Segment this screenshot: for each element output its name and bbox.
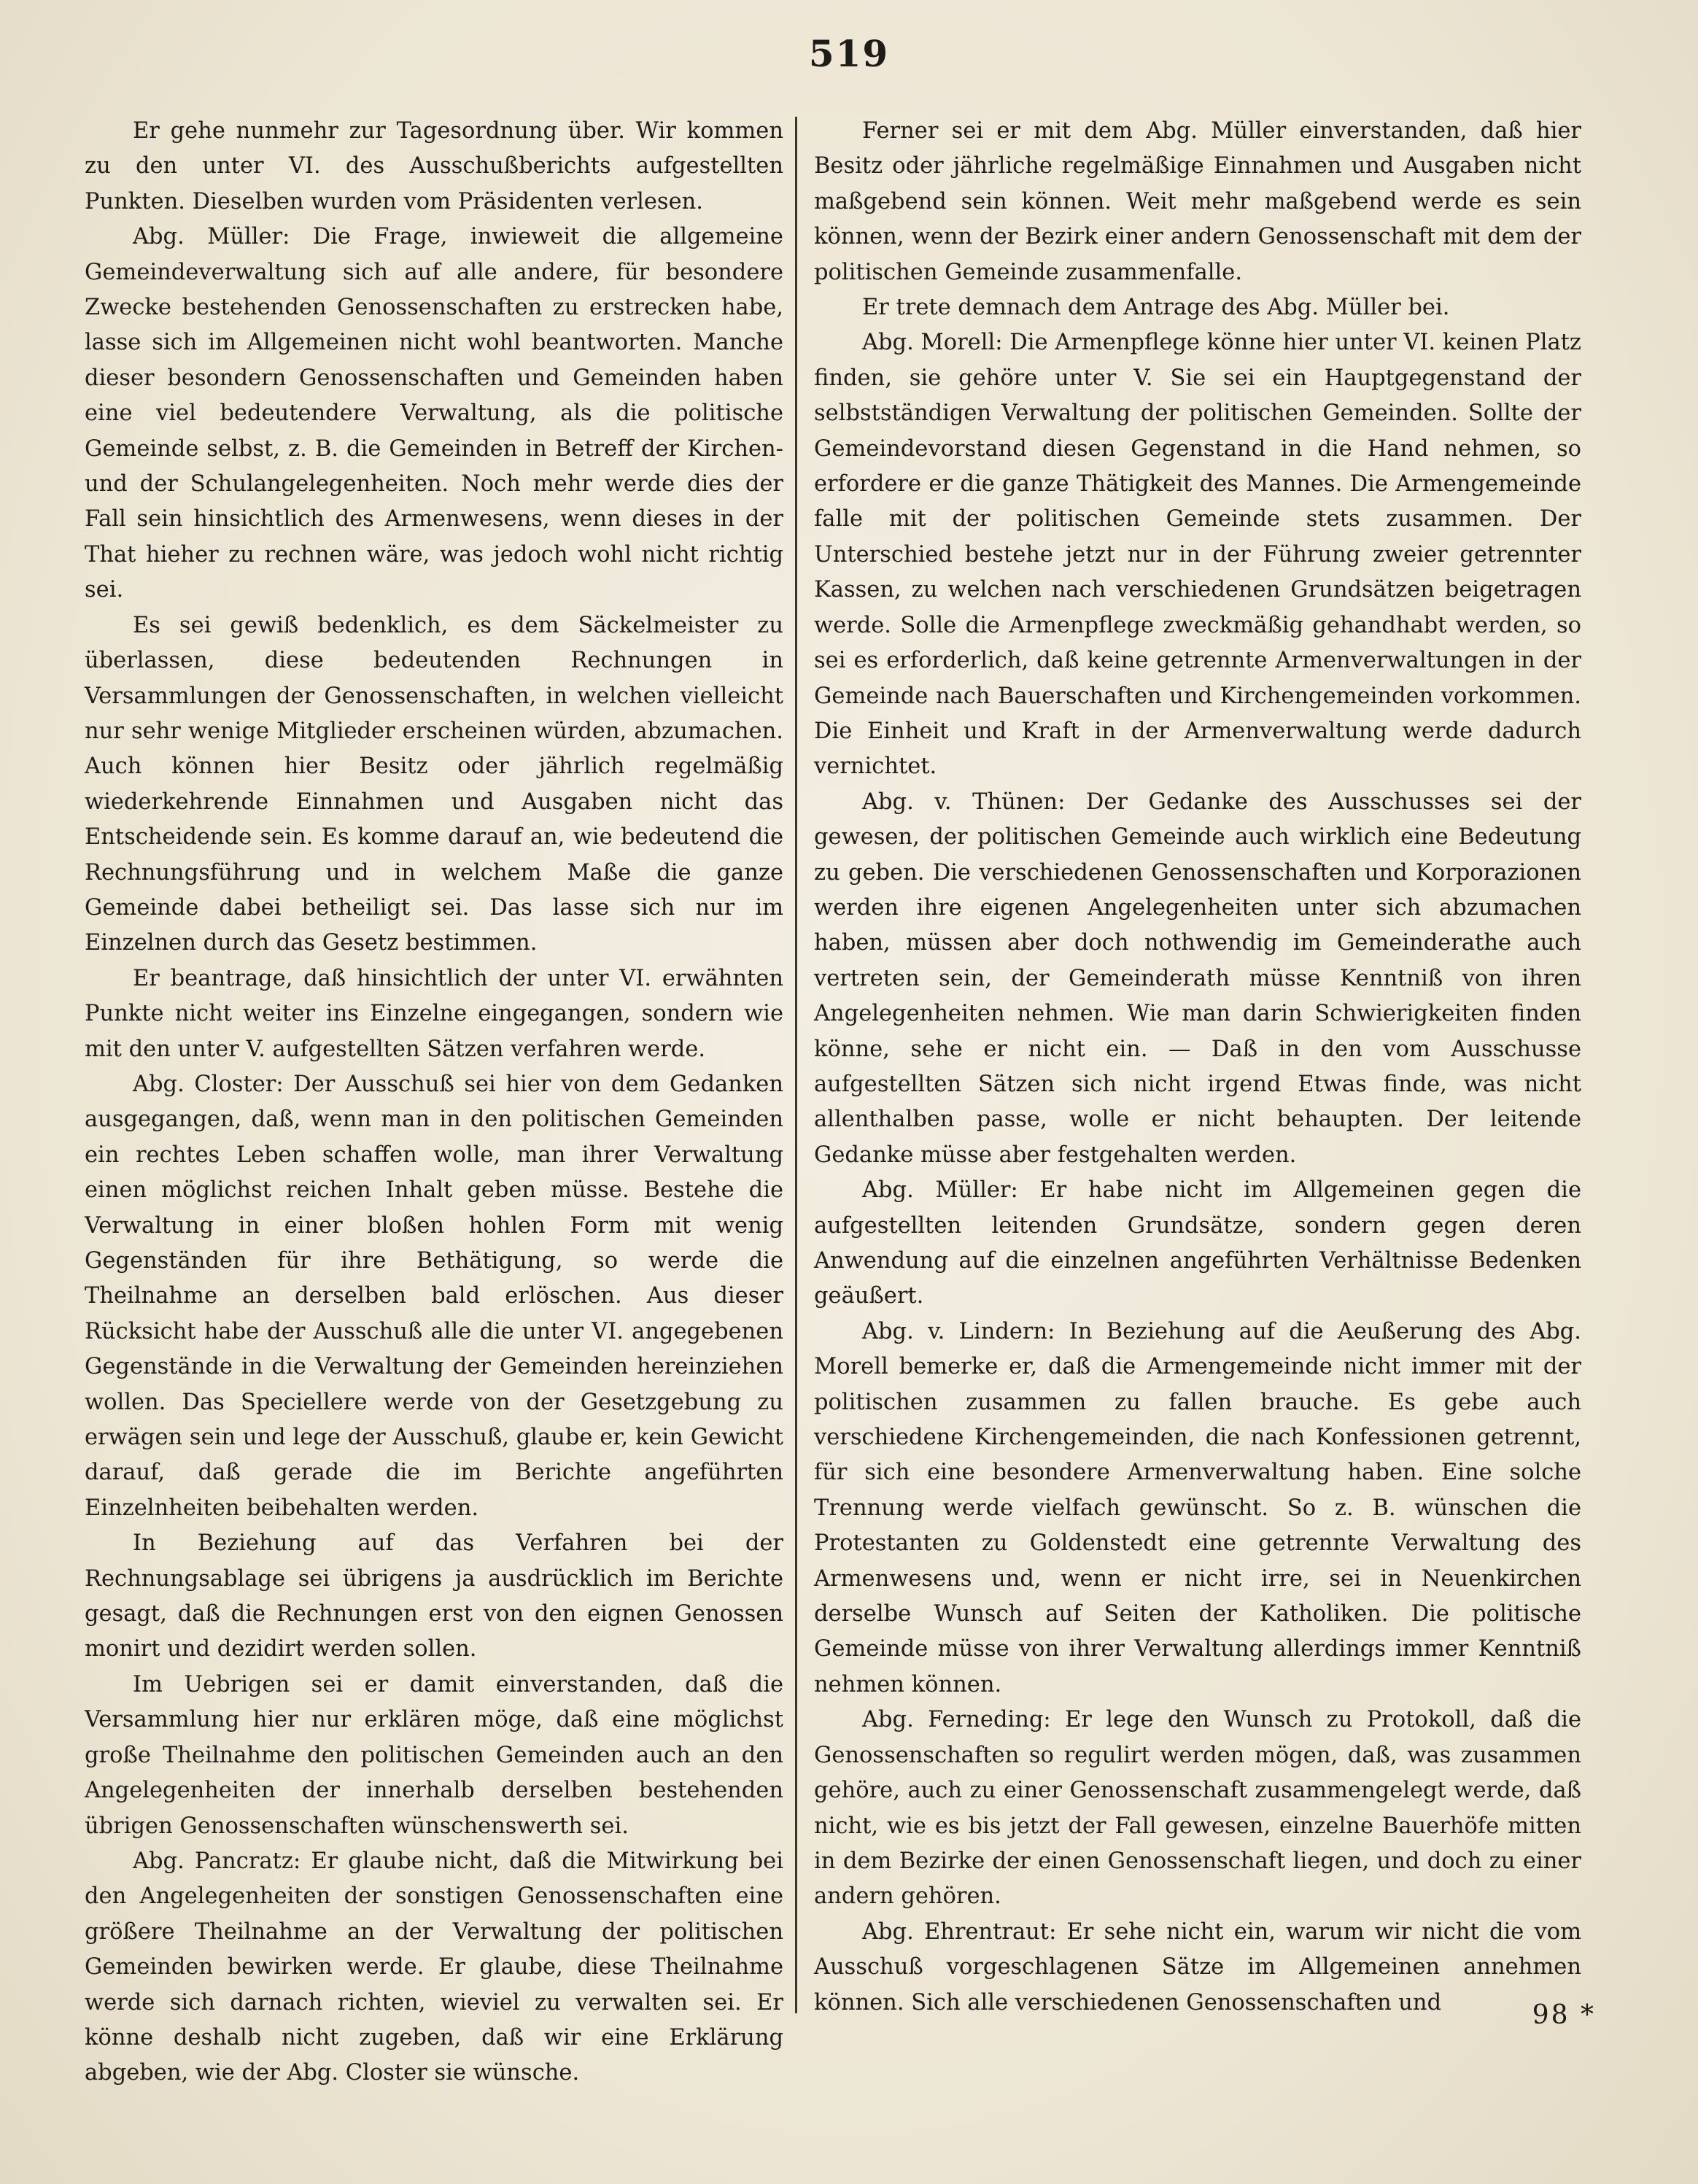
- paragraph: Es sei gewiß bedenklich, es dem Säckelmeister zu überlassen, diese bedeutenden Rechnungen in Versammlungen der Genossenschaften, in welchen vielleicht nur sehr wenige Mitglieder erscheinen würden, abzumachen. Auch können hier Besitz oder jährlich regelmäßig wiederkehrende Einnahmen und Ausgaben nicht das Entscheidende sein. Es komme darauf an, wie bedeutend die Rechnungsführung und in welchem Maße die ganze Gemeinde dabei betheiligt sei. Das lasse sich nur im Einzelnen durch das Gesetz bestimmen.: [85, 612, 783, 956]
- signature-mark: 98 *: [1532, 2000, 1596, 2030]
- paragraph: Er beantrage, daß hinsichtlich der unter VI. erwähnten Punkte nicht weiter ins Einzelne eingegangen, sondern wie mit den unter V. aufgestellten Sätzen verfahren werde.: [85, 965, 783, 1062]
- paragraph: Abg. v. Lindern: In Beziehung auf die Aeußerung des Abg. Morell bemerke er, daß die Armengemeinde nicht immer mit der politischen zusammen zu fallen brauche. Es gebe auch verschiedene Kirchengemeinden, die nach Konfessionen getrennt, für sich eine besondere Armenverwaltung haben. Eine solche Trennung werde vielfach gewünscht. So z. B. wünschen die Protestanten zu Goldenstedt eine getrennte Verwaltung des Armenwesens und, wenn er nicht irre, sei in Neuenkirchen derselbe Wunsch auf Seiten der Katholiken. Die politische Gemeinde müsse von ihrer Verwaltung allerdings immer Kenntniß nehmen können.: [814, 1318, 1581, 1697]
- paragraph: Er gehe nunmehr zur Tagesordnung über. Wir kommen zu den unter VI. des Ausschußberichts aufgestellten Punkten. Dieselben wurden vom Präsidenten verlesen.: [85, 118, 783, 214]
- paragraph: Abg. Pancratz: Er glaube nicht, daß die Mitwirkung bei den Angelegenheiten der sonstigen Genossenschaften eine größere Theilnahme an der Verwaltung der politischen Gemeinden bewirken werde. Er glaube, diese Theilnahme werde sich darnach richten, wieviel zu verwalten sei. Er könne deshalb nicht zugeben, daß wir eine Erklärung abgeben, wie der Abg. Closter sie wünsche.: [85, 1848, 783, 2086]
- paragraph: Abg. Morell: Die Armenpflege könne hier unter VI. keinen Platz finden, sie gehöre unter V. Sie sei ein Hauptgegenstand der selbstständigen Verwaltung der politischen Gemeinden. Sollte der Gemeindevorstand diesen Gegenstand in die Hand nehmen, so erfordere er die ganze Thätigkeit des Mannes. Die Armengemeinde falle mit der politischen Gemeinde stets zusammen. Der Unterschied bestehe jetzt nur in der Führung zweier getrennter Kassen, zu welchen nach verschiedenen Grundsätzen beigetragen werde. Solle die Armenpflege zweckmäßig gehandhabt werden, so sei es erforderlich, daß keine getrennte Armenverwaltungen in der Gemeinde nach Bauerschaften und Kirchengemeinden vorkommen. Die Einheit und Kraft in der Armenverwaltung werde dadurch vernichtet.: [814, 330, 1581, 780]
- column-divider: [795, 117, 797, 2013]
- left-column: [85, 114, 783, 2091]
- page-number: 519: [808, 32, 890, 75]
- paragraph: Er trete demnach dem Antrage des Abg. Müller bei.: [862, 295, 1450, 321]
- right-column: [814, 114, 1581, 2021]
- paragraph: Abg. Closter: Der Ausschuß sei hier von dem Gedanken ausgegangen, daß, wenn man in den politischen Gemeinden ein rechtes Leben schaffen wolle, man ihrer Verwaltung einen möglichst reichen Inhalt geben müsse. Bestehe die Verwaltung in einer bloßen hohlen Form mit wenig Gegenständen für ihre Bethätigung, so werde die Theilnahme an derselben bald erlöschen. Aus dieser Rücksicht habe der Ausschuß alle die unter VI. angegebenen Gegenstände in die Verwaltung der Gemeinden hereinziehen wollen. Das Speciellere werde von der Gesetzgebung zu erwägen sein und lege der Ausschuß, glaube er, kein Gewicht darauf, daß gerade die im Berichte angeführten Einzelnheiten beibehalten werden.: [85, 1071, 783, 1521]
- paragraph: Abg. Ehrentraut: Er sehe nicht ein, warum wir nicht die vom Ausschuß vorgeschlagenen Sätze im Allgemeinen annehmen können. Sich alle verschiedenen Genossenschaften und: [814, 1918, 1581, 2015]
- paragraph: Ferner sei er mit dem Abg. Müller einverstanden, daß hier Besitz oder jährliche regelmäßige Einnahmen und Ausgaben nicht maßgebend sein können. Weit mehr maßgebend werde es sein können, wenn der Bezirk einer andern Genossenschaft mit dem der politischen Gemeinde zusammenfalle.: [814, 118, 1581, 285]
- paragraph: Abg. Müller: Er habe nicht im Allgemeinen gegen die aufgestellten leitenden Grundsätze, sondern gegen deren Anwendung auf die einzelnen angeführten Verhältnisse Bedenken geäußert.: [814, 1177, 1581, 1309]
- paragraph: Abg. v. Thünen: Der Gedanke des Ausschusses sei der gewesen, der politischen Gemeinde auch wirklich eine Bedeutung zu geben. Die verschiedenen Genossenschaften und Korporazionen werden ihre eigenen Angelegenheiten unter sich abzumachen haben, müssen aber doch nothwendig im Gemeinderathe auch vertreten sein, der Gemeinderath müsse Kenntniß von ihren Angelegenheiten nehmen. Wie man darin Schwierigkeiten finden könne, sehe er nicht ein. — Daß in den vom Ausschusse aufgestellten Sätzen sich nicht irgend Etwas finde, was nicht allenthalben passe, wolle er nicht behaupten. Der leitende Gedanke müsse aber festgehalten werden.: [814, 789, 1581, 1168]
- paragraph: Abg. Müller: Die Frage, inwieweit die allgemeine Gemeindeverwaltung sich auf alle andere, für besondere Zwecke bestehenden Genossenschaften zu erstrecken habe, lasse sich im Allgemeinen nicht wohl beantworten. Manche dieser besondern Genossenschaften und Gemeinden haben eine viel bedeutendere Verwaltung, als die politische Gemeinde selbst, z. B. die Gemeinden in Betreff der Kirchen- und der Schulangelegenheiten. Noch mehr werde dies der Fall sein hinsichtlich des Armenwesens, wenn dieses in der That hieher zu rechnen wäre, was jedoch wohl nicht richtig sei.: [85, 224, 783, 603]
- paragraph: Abg. Ferneding: Er lege den Wunsch zu Protokoll, daß die Genossenschaften so regulirt werden mögen, daß, was zusammen gehöre, auch zu einer Genossenschaft zusammengelegt werde, daß nicht, wie es bis jetzt der Fall gewesen, einzelne Bauerhöfe mitten in dem Bezirke der einen Genossenschaft liegen, und doch zu einer andern gehören.: [814, 1707, 1581, 1910]
- paragraph: Im Uebrigen sei er damit einverstanden, daß die Versammlung hier nur erklären möge, daß eine möglichst große Theilnahme den politischen Gemeinden auch an den Angelegenheiten der innerhalb derselben bestehenden übrigen Genossenschaften wünschenswerth sei.: [85, 1671, 783, 1839]
- paragraph: In Beziehung auf das Verfahren bei der Rechnungsablage sei übrigens ja ausdrücklich im Berichte gesagt, daß die Rechnungen erst von den eignen Genossen monirt und dezidirt werden sollen.: [85, 1530, 783, 1662]
